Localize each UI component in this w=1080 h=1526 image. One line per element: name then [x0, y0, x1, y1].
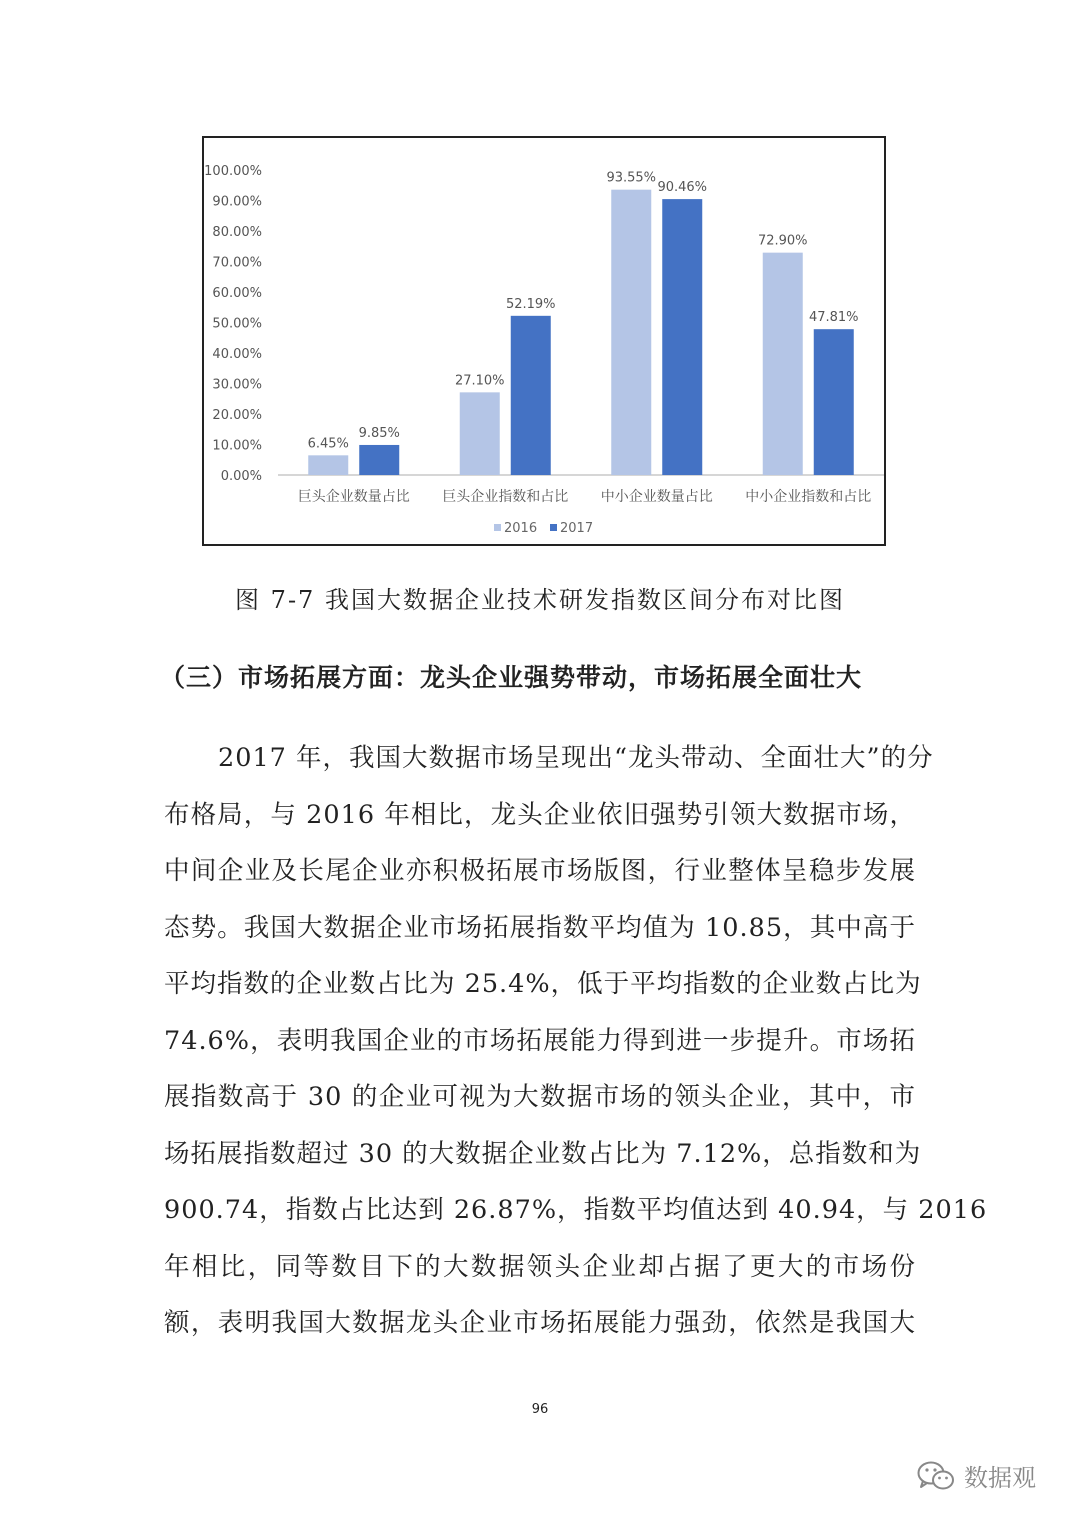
data-label: 27.10%	[454, 373, 505, 389]
data-label: 90.46%	[657, 180, 708, 196]
paragraph-line: 74.6%，表明我国企业的市场拓展能力得到进一步提升。市场拓	[164, 1025, 916, 1056]
legend-swatch	[494, 524, 501, 531]
y-tick-label: 70.00%	[212, 255, 262, 271]
legend-label: 2017	[560, 521, 594, 536]
y-tick-label: 100.00%	[204, 164, 262, 179]
bar	[511, 316, 551, 475]
page-number: 96	[531, 1402, 549, 1417]
paragraph-line: 展指数高于 30 的企业可视为大数据市场的领头企业，其中，市	[164, 1082, 916, 1112]
data-label: 6.45%	[307, 436, 349, 452]
bar	[308, 455, 348, 475]
bar-chart	[204, 138, 884, 544]
legend-swatch	[550, 524, 557, 531]
paragraph-line: 态势。我国大数据企业市场拓展指数平均值为 10.85，其中高于	[164, 912, 916, 943]
bar	[460, 392, 500, 475]
data-label: 93.55%	[606, 170, 657, 186]
paragraph-line: 布格局，与 2016 年相比，龙头企业依旧强势引领大数据市场，	[164, 799, 916, 830]
data-label: 52.19%	[505, 296, 556, 312]
bar	[359, 445, 399, 475]
wechat-icon	[916, 1459, 956, 1493]
paragraph-line: 900.74，指数占比达到 26.87%，指数平均值达到 40.94，与 2016	[164, 1195, 988, 1225]
paragraph-line: 中间企业及长尾企业亦积极拓展市场版图，行业整体呈稳步发展	[164, 856, 916, 886]
paragraph-line: 场拓展指数超过 30 的大数据企业数占比为 7.12%，总指数和为	[164, 1138, 922, 1169]
data-label: 47.81%	[808, 310, 859, 326]
y-tick-label: 30.00%	[212, 377, 262, 393]
paragraph-line: 平均指数的企业数占比为 25.4%，低于平均指数的企业数占比为	[164, 969, 922, 999]
x-tick-label: 巨头企业指数和占比	[442, 489, 569, 505]
x-tick-label: 中小企业指数和占比	[745, 489, 872, 505]
x-tick-label: 巨头企业数量占比	[297, 489, 410, 505]
y-tick-label: 50.00%	[212, 316, 262, 332]
chart-frame	[202, 136, 886, 546]
y-tick-label: 40.00%	[212, 347, 262, 362]
bar	[814, 329, 854, 475]
bar	[611, 190, 651, 475]
y-tick-label: 80.00%	[212, 225, 262, 240]
bar	[662, 199, 702, 475]
watermark-label: 数据观	[964, 1464, 1036, 1492]
y-tick-label: 20.00%	[212, 408, 262, 423]
y-tick-label: 90.00%	[212, 194, 262, 210]
watermark	[916, 1458, 1036, 1493]
bar	[763, 253, 803, 475]
paragraph-line: 额，表明我国大数据龙头企业市场拓展能力强劲，依然是我国大	[164, 1308, 916, 1338]
body-paragraph	[164, 736, 988, 1358]
paragraph-line: 2017 年，我国大数据市场呈现出“龙头带动、全面壮大”的分	[218, 743, 934, 773]
data-label: 72.90%	[757, 233, 808, 249]
figure-caption: 图 7-7 我国大数据企业技术研发指数区间分布对比图	[235, 586, 845, 614]
section-heading: （三）市场拓展方面：龙头企业强势带动，市场拓展全面壮大	[160, 663, 863, 692]
y-tick-label: 10.00%	[212, 438, 262, 454]
legend-label: 2016	[504, 521, 538, 536]
y-tick-label: 0.00%	[220, 469, 262, 484]
y-tick-label: 60.00%	[212, 286, 262, 301]
x-tick-label: 中小企业数量占比	[600, 489, 713, 505]
paragraph-line: 年相比，同等数目下的大数据领头企业却占据了更大的市场份	[164, 1251, 916, 1282]
data-label: 9.85%	[358, 425, 400, 441]
